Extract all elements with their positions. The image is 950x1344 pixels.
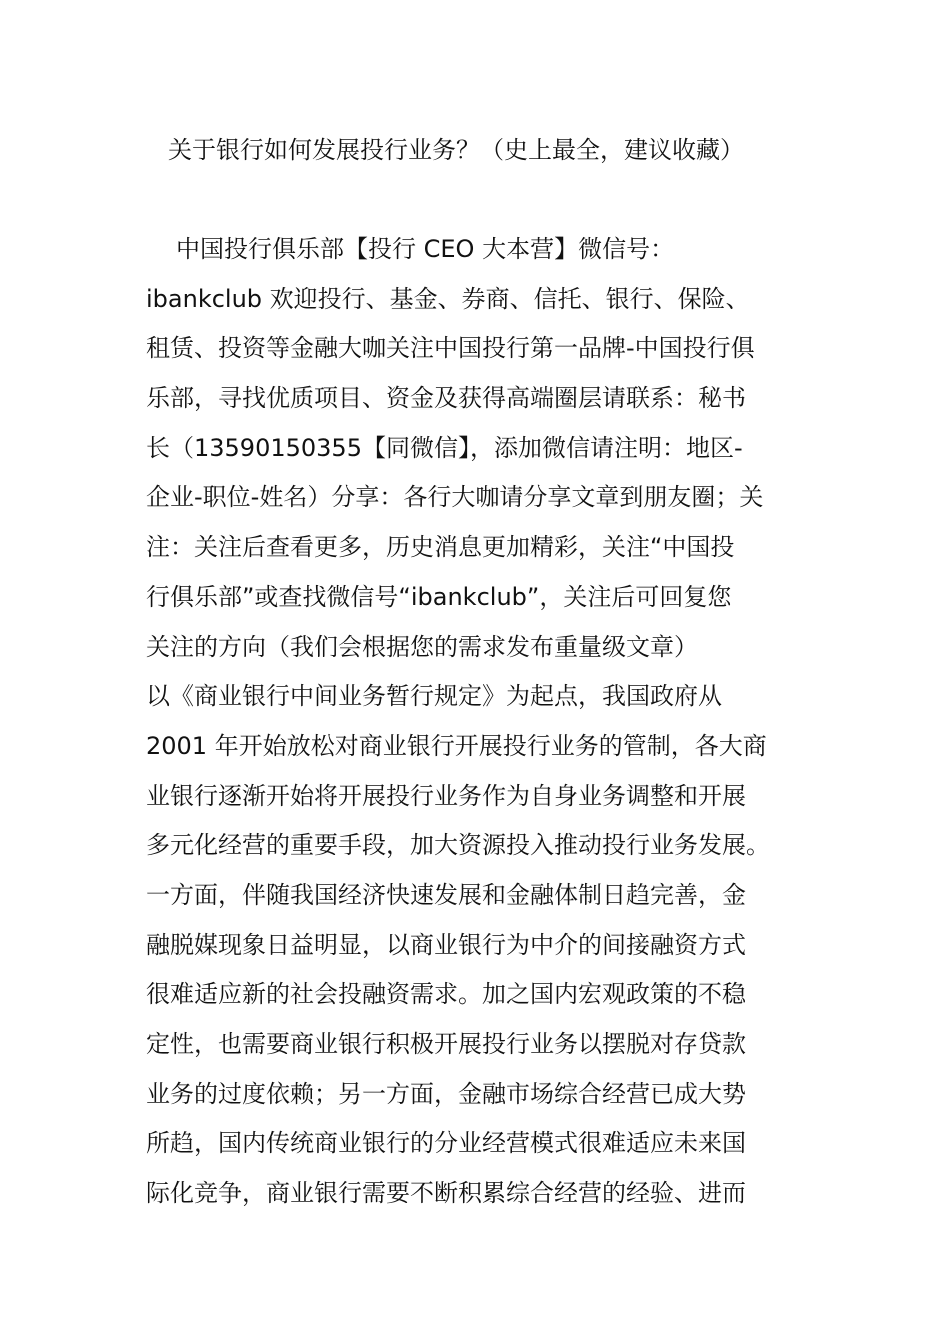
text-line: 际化竞争，商业银行需要不断积累综合经营的经验、进而 — [146, 1179, 746, 1208]
text-line: 乐部，寻找优质项目、资金及获得高端圈层请联系：秘书 — [146, 384, 746, 413]
text-line: 业务的过度依赖；另一方面，金融市场综合经营已成大势 — [146, 1079, 746, 1108]
text-line: 很难适应新的社会投融资需求。加之国内宏观政策的不稳 — [146, 980, 746, 1009]
text-line: 融脱媒现象日益明显，以商业银行为中介的间接融资方式 — [146, 930, 746, 959]
text-line: 一方面，伴随我国经济快速发展和金融体制日趋完善，金 — [146, 880, 746, 909]
text-line: 2001 年开始放松对商业银行开展投行业务的管制，各大商 — [146, 731, 767, 760]
document-title: 关于银行如何发展投行业务？（史上最全，建议收藏） — [168, 136, 744, 164]
text-line: 注：关注后查看更多，历史消息更加精彩，关注“中国投 — [146, 533, 735, 562]
text-line: ibankclub 欢迎投行、基金、券商、信托、银行、保险、 — [146, 284, 750, 313]
text-line: 多元化经营的重要手段，加大资源投入推动投行业务发展。 — [146, 831, 770, 860]
document-body — [146, 225, 816, 1219]
text-line: 中国投行俱乐部【投行 CEO 大本营】微信号： — [176, 235, 675, 263]
text-line: 租赁、投资等金融大咖关注中国投行第一品牌-中国投行俱 — [146, 334, 755, 363]
text-line: 定性，也需要商业银行积极开展投行业务以摆脱对存贷款 — [146, 1030, 746, 1058]
text-line: 企业-职位-姓名）分享：各行大咖请分享文章到朋友圈；关 — [146, 483, 764, 512]
text-line: 以《商业银行中间业务暂行规定》为起点，我国政府从 — [146, 682, 722, 711]
text-line: 行俱乐部”或查找微信号“ibankclub”，关注后可回复您 — [146, 582, 732, 611]
text-line: 关注的方向（我们会根据您的需求发布重量级文章） — [146, 632, 698, 661]
text-line: 长（13590150355【同微信】，添加微信请注明：地区- — [146, 433, 743, 462]
text-line: 业银行逐渐开始将开展投行业务作为自身业务调整和开展 — [146, 781, 746, 810]
text-line: 所趋，国内传统商业银行的分业经营模式很难适应未来国 — [146, 1129, 746, 1158]
